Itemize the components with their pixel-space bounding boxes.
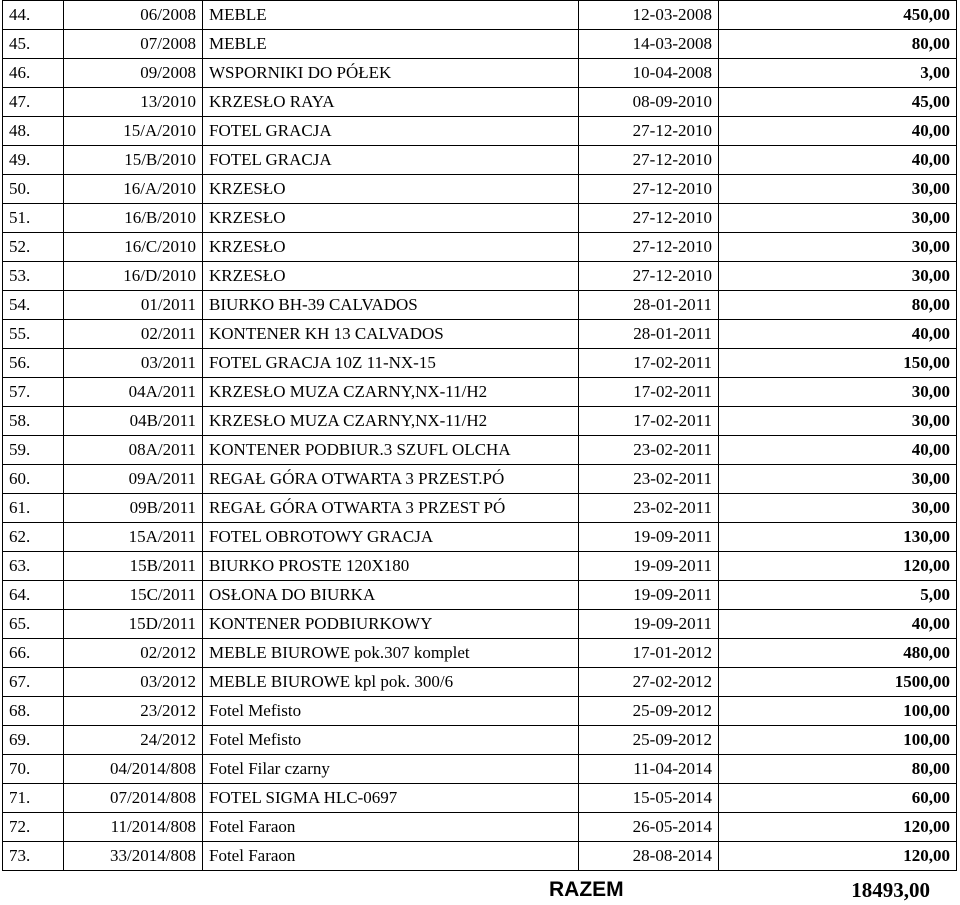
invoice-number: 07/2014/808 xyxy=(64,784,203,813)
invoice-number: 15B/2011 xyxy=(64,552,203,581)
table-row xyxy=(3,59,957,88)
table-row xyxy=(3,262,957,291)
item-amount: 30,00 xyxy=(719,494,957,523)
table-row xyxy=(3,726,957,755)
item-amount: 120,00 xyxy=(719,813,957,842)
row-number: 72. xyxy=(3,813,64,842)
row-number: 50. xyxy=(3,175,64,204)
row-number: 52. xyxy=(3,233,64,262)
item-amount: 40,00 xyxy=(719,146,957,175)
invoice-number: 23/2012 xyxy=(64,697,203,726)
row-number: 57. xyxy=(3,378,64,407)
item-name: MEBLE xyxy=(203,30,579,59)
invoice-number: 03/2011 xyxy=(64,349,203,378)
row-number: 69. xyxy=(3,726,64,755)
table-row xyxy=(3,378,957,407)
item-amount: 80,00 xyxy=(719,755,957,784)
item-amount: 100,00 xyxy=(719,697,957,726)
item-name: OSŁONA DO BIURKA xyxy=(203,581,579,610)
item-name: KONTENER PODBIUR.3 SZUFL OLCHA xyxy=(203,436,579,465)
purchase-date: 28-08-2014 xyxy=(579,842,719,871)
table-row xyxy=(3,813,957,842)
purchase-date: 27-12-2010 xyxy=(579,146,719,175)
row-number: 65. xyxy=(3,610,64,639)
invoice-number: 06/2008 xyxy=(64,1,203,30)
row-number: 61. xyxy=(3,494,64,523)
purchase-date: 14-03-2008 xyxy=(579,30,719,59)
item-amount: 450,00 xyxy=(719,1,957,30)
table-row xyxy=(3,523,957,552)
purchase-date: 17-02-2011 xyxy=(579,378,719,407)
purchase-date: 28-01-2011 xyxy=(579,291,719,320)
row-number: 47. xyxy=(3,88,64,117)
table-row xyxy=(3,30,957,59)
purchase-date: 25-09-2012 xyxy=(579,726,719,755)
invoice-number: 09A/2011 xyxy=(64,465,203,494)
table-row xyxy=(3,784,957,813)
invoice-number: 03/2012 xyxy=(64,668,203,697)
item-amount: 40,00 xyxy=(719,320,957,349)
invoice-number: 01/2011 xyxy=(64,291,203,320)
item-amount: 45,00 xyxy=(719,88,957,117)
table-row xyxy=(3,755,957,784)
purchase-date: 19-09-2011 xyxy=(579,552,719,581)
purchase-date: 17-01-2012 xyxy=(579,639,719,668)
item-name: BIURKO BH-39 CALVADOS xyxy=(203,291,579,320)
item-name: BIURKO PROSTE 120X180 xyxy=(203,552,579,581)
table-row xyxy=(3,465,957,494)
item-amount: 30,00 xyxy=(719,262,957,291)
item-name: KONTENER PODBIURKOWY xyxy=(203,610,579,639)
item-name: KRZESŁO xyxy=(203,262,579,291)
invoice-number: 09B/2011 xyxy=(64,494,203,523)
total-value: 18493,00 xyxy=(851,878,930,902)
purchase-date: 15-05-2014 xyxy=(579,784,719,813)
table-row xyxy=(3,117,957,146)
table-row xyxy=(3,233,957,262)
item-amount: 80,00 xyxy=(719,30,957,59)
row-number: 71. xyxy=(3,784,64,813)
invoice-number: 15/A/2010 xyxy=(64,117,203,146)
item-name: KRZESŁO MUZA CZARNY,NX-11/H2 xyxy=(203,378,579,407)
purchase-date: 11-04-2014 xyxy=(579,755,719,784)
purchase-date: 25-09-2012 xyxy=(579,697,719,726)
purchase-date: 08-09-2010 xyxy=(579,88,719,117)
item-name: MEBLE xyxy=(203,1,579,30)
invoice-number: 15C/2011 xyxy=(64,581,203,610)
invoice-number: 08A/2011 xyxy=(64,436,203,465)
row-number: 51. xyxy=(3,204,64,233)
table-row xyxy=(3,552,957,581)
invoice-number: 11/2014/808 xyxy=(64,813,203,842)
row-number: 49. xyxy=(3,146,64,175)
row-number: 63. xyxy=(3,552,64,581)
item-name: FOTEL GRACJA 10Z 11-NX-15 xyxy=(203,349,579,378)
purchase-date: 26-05-2014 xyxy=(579,813,719,842)
invoice-number: 02/2012 xyxy=(64,639,203,668)
purchase-date: 19-09-2011 xyxy=(579,610,719,639)
row-number: 67. xyxy=(3,668,64,697)
purchase-date: 19-09-2011 xyxy=(579,523,719,552)
row-number: 64. xyxy=(3,581,64,610)
row-number: 68. xyxy=(3,697,64,726)
purchase-date: 23-02-2011 xyxy=(579,436,719,465)
table-row xyxy=(3,639,957,668)
invoice-number: 15/B/2010 xyxy=(64,146,203,175)
total-label: RAZEM xyxy=(549,878,624,901)
row-number: 44. xyxy=(3,1,64,30)
invoice-number: 16/C/2010 xyxy=(64,233,203,262)
item-name: Fotel Faraon xyxy=(203,813,579,842)
row-number: 60. xyxy=(3,465,64,494)
item-amount: 150,00 xyxy=(719,349,957,378)
inventory-table xyxy=(2,0,957,871)
item-name: Fotel Faraon xyxy=(203,842,579,871)
row-number: 54. xyxy=(3,291,64,320)
item-amount: 30,00 xyxy=(719,378,957,407)
purchase-date: 17-02-2011 xyxy=(579,349,719,378)
row-number: 45. xyxy=(3,30,64,59)
table-row xyxy=(3,88,957,117)
table-row xyxy=(3,320,957,349)
item-amount: 30,00 xyxy=(719,465,957,494)
row-number: 46. xyxy=(3,59,64,88)
row-number: 56. xyxy=(3,349,64,378)
item-amount: 120,00 xyxy=(719,552,957,581)
item-name: MEBLE BIUROWE kpl pok. 300/6 xyxy=(203,668,579,697)
row-number: 66. xyxy=(3,639,64,668)
row-number: 53. xyxy=(3,262,64,291)
purchase-date: 27-12-2010 xyxy=(579,175,719,204)
table-row xyxy=(3,581,957,610)
invoice-number: 15A/2011 xyxy=(64,523,203,552)
item-name: KRZESŁO MUZA CZARNY,NX-11/H2 xyxy=(203,407,579,436)
invoice-number: 04/2014/808 xyxy=(64,755,203,784)
invoice-number: 16/A/2010 xyxy=(64,175,203,204)
table-row xyxy=(3,610,957,639)
item-name: KRZESŁO xyxy=(203,175,579,204)
table-row xyxy=(3,146,957,175)
item-amount: 30,00 xyxy=(719,233,957,262)
purchase-date: 27-12-2010 xyxy=(579,233,719,262)
table-row xyxy=(3,697,957,726)
item-name: FOTEL GRACJA xyxy=(203,146,579,175)
table-row xyxy=(3,291,957,320)
inventory-table-body xyxy=(3,1,957,871)
invoice-number: 02/2011 xyxy=(64,320,203,349)
purchase-date: 27-12-2010 xyxy=(579,117,719,146)
item-amount: 60,00 xyxy=(719,784,957,813)
invoice-number: 15D/2011 xyxy=(64,610,203,639)
table-row xyxy=(3,407,957,436)
item-amount: 40,00 xyxy=(719,610,957,639)
purchase-date: 23-02-2011 xyxy=(579,494,719,523)
purchase-date: 23-02-2011 xyxy=(579,465,719,494)
item-amount: 100,00 xyxy=(719,726,957,755)
item-name: KRZESŁO xyxy=(203,204,579,233)
row-number: 70. xyxy=(3,755,64,784)
table-row xyxy=(3,494,957,523)
invoice-number: 07/2008 xyxy=(64,30,203,59)
item-amount: 30,00 xyxy=(719,204,957,233)
invoice-number: 04B/2011 xyxy=(64,407,203,436)
invoice-number: 04A/2011 xyxy=(64,378,203,407)
item-amount: 30,00 xyxy=(719,175,957,204)
item-name: FOTEL SIGMA HLC-0697 xyxy=(203,784,579,813)
item-name: FOTEL GRACJA xyxy=(203,117,579,146)
invoice-number: 33/2014/808 xyxy=(64,842,203,871)
table-row xyxy=(3,204,957,233)
table-row xyxy=(3,842,957,871)
row-number: 73. xyxy=(3,842,64,871)
item-name: REGAŁ GÓRA OTWARTA 3 PRZEST PÓ xyxy=(203,494,579,523)
row-number: 59. xyxy=(3,436,64,465)
row-number: 55. xyxy=(3,320,64,349)
item-name: Fotel Filar czarny xyxy=(203,755,579,784)
item-amount: 3,00 xyxy=(719,59,957,88)
row-number: 48. xyxy=(3,117,64,146)
item-name: Fotel Mefisto xyxy=(203,697,579,726)
item-amount: 120,00 xyxy=(719,842,957,871)
item-amount: 130,00 xyxy=(719,523,957,552)
purchase-date: 12-03-2008 xyxy=(579,1,719,30)
purchase-date: 19-09-2011 xyxy=(579,581,719,610)
item-amount: 40,00 xyxy=(719,436,957,465)
item-name: MEBLE BIUROWE pok.307 komplet xyxy=(203,639,579,668)
item-name: KRZESŁO RAYA xyxy=(203,88,579,117)
item-name: KRZESŁO xyxy=(203,233,579,262)
invoice-number: 16/B/2010 xyxy=(64,204,203,233)
purchase-date: 27-12-2010 xyxy=(579,262,719,291)
invoice-number: 13/2010 xyxy=(64,88,203,117)
item-amount: 40,00 xyxy=(719,117,957,146)
item-amount: 480,00 xyxy=(719,639,957,668)
purchase-date: 17-02-2011 xyxy=(579,407,719,436)
item-amount: 30,00 xyxy=(719,407,957,436)
table-row xyxy=(3,1,957,30)
item-name: KONTENER KH 13 CALVADOS xyxy=(203,320,579,349)
table-row xyxy=(3,436,957,465)
table-row xyxy=(3,668,957,697)
item-amount: 1500,00 xyxy=(719,668,957,697)
table-row xyxy=(3,175,957,204)
invoice-number: 09/2008 xyxy=(64,59,203,88)
purchase-date: 27-02-2012 xyxy=(579,668,719,697)
item-name: FOTEL OBROTOWY GRACJA xyxy=(203,523,579,552)
row-number: 58. xyxy=(3,407,64,436)
table-row xyxy=(3,349,957,378)
invoice-number: 16/D/2010 xyxy=(64,262,203,291)
item-name: WSPORNIKI DO PÓŁEK xyxy=(203,59,579,88)
purchase-date: 10-04-2008 xyxy=(579,59,719,88)
item-name: REGAŁ GÓRA OTWARTA 3 PRZEST.PÓ xyxy=(203,465,579,494)
invoice-number: 24/2012 xyxy=(64,726,203,755)
item-name: Fotel Mefisto xyxy=(203,726,579,755)
purchase-date: 27-12-2010 xyxy=(579,204,719,233)
purchase-date: 28-01-2011 xyxy=(579,320,719,349)
item-amount: 5,00 xyxy=(719,581,957,610)
row-number: 62. xyxy=(3,523,64,552)
item-amount: 80,00 xyxy=(719,291,957,320)
